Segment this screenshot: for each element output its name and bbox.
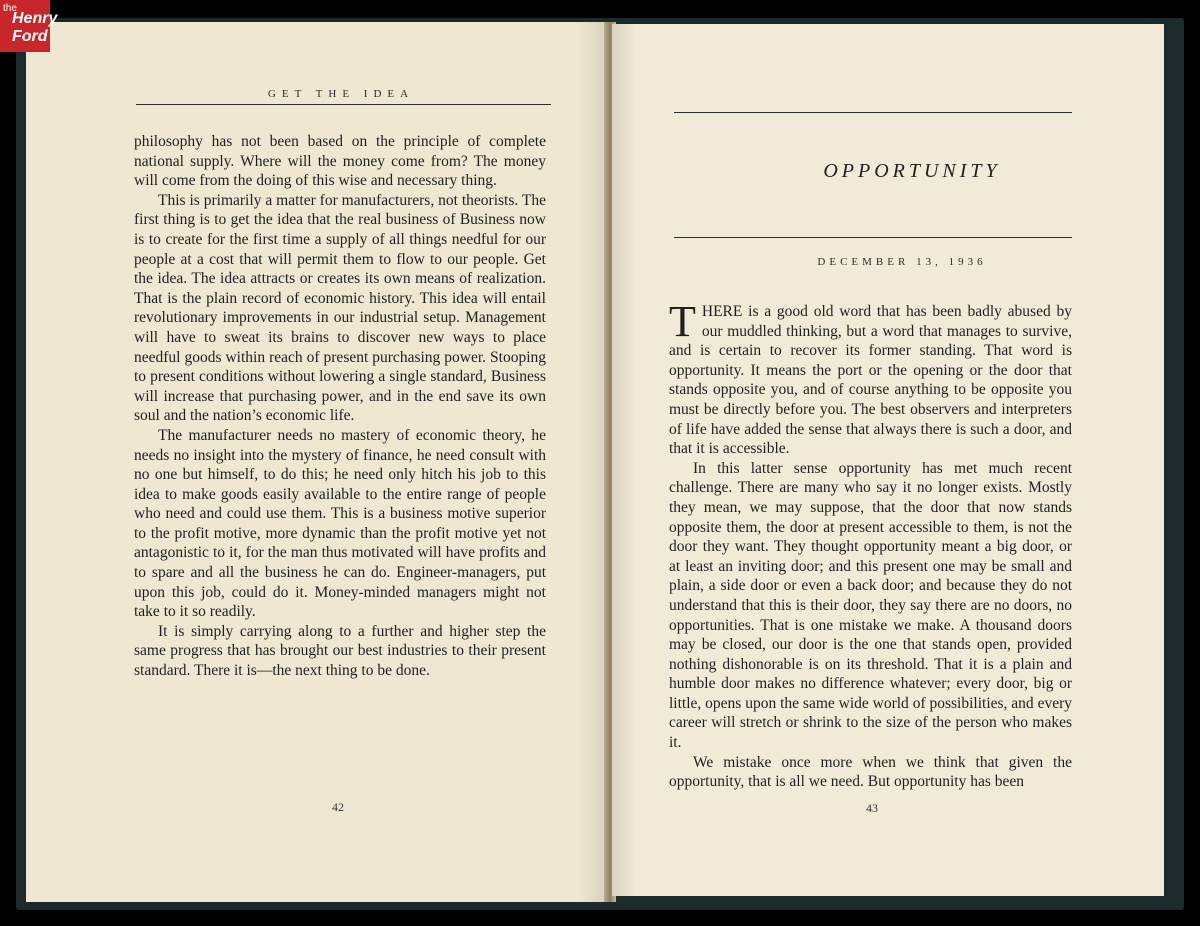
paragraph: We mistake once more when we think that given the opportunity, that is all we need. But opportunity has been	[669, 753, 1072, 791]
right-body-text	[669, 297, 1072, 792]
left-page	[26, 22, 608, 902]
top-rule	[674, 112, 1072, 113]
henry-ford-logo	[0, 0, 58, 52]
paragraph	[669, 297, 1072, 459]
paragraph: This is primarily a matter for manufacturers, not theorists. The first thing is to get the idea that the real business of Business now is to create for the first time a supply of all things needful for our people at a cost that will permit them to flow to our people. Get the idea. The idea attracts or creates its own means of realization. That is the plain record of economic history. This idea will entail revolutionary improvements in our industrial setup. Management will have to sweat its brains to discover new ways to place needful goods within reach of present purchasing power. Stooping to present conditions without lowering a single standard, Business will increase that purchasing power, and in the end save its own soul and the nation’s economic life.	[134, 191, 546, 425]
paragraph: It is simply carrying along to a further and higher step the same progress that has brought our best industries to their present standard. There it is—the next thing to be done.	[134, 622, 546, 680]
header-rule	[136, 104, 551, 105]
page-number: 43	[866, 801, 878, 815]
chapter-date: DECEMBER 13, 1936	[817, 256, 987, 268]
drop-cap: T	[669, 297, 696, 346]
right-page	[612, 24, 1164, 896]
logo-henry: Henry	[12, 10, 58, 27]
logo-the: the	[3, 3, 17, 14]
running-head: GET THE IDEA	[267, 88, 415, 100]
paragraph: The manufacturer needs no mastery of economic theory, he needs no insight into the mystery of finance, he need consult with no one but himself, to do this; he need only hitch his job to this idea to make goods easily available to the entire range of people who need and could use them. This is a business motive superior to the profit motive, more dynamic than the profit motive yet not antagonistic to it, for the man thus motivated will have profits and to spare and all the business he can do. Engineer-managers, put upon this job, could do it. Money-minded managers might not take to it so readily.	[134, 426, 546, 621]
logo-ford: Ford	[12, 28, 48, 45]
paragraph-text: HERE is a good old word that has been badly abused by our muddled thinking, but a word that manages to survive, and is certain to recover its former standing. That word is opportunity. It means the port or the opening or the door that stands opposite you, and of course anything to be opposite you must be directly before you. The best observers and interpreters of life have added the sense that always there is such a door, and that it is accessible.	[669, 303, 1072, 458]
title-rule	[674, 237, 1072, 238]
chapter-title: OPPORTUNITY	[823, 160, 1001, 182]
page-number: 42	[332, 800, 344, 814]
paragraph: In this latter sense opportunity has met much recent challenge. There are many who say it no longer exists. Mostly they mean, we may suppose, that the door that now stands opposite them, the door at present accessible to them, is not the door they want. They thought opportunity meant a big door, or at least an inviting door; and this present one may be small and plain, a side door or even a back door; and because they do not understand that this is their door, they say there are no doors, no opportunities. That is one mistake we make. A thousand doors may be closed, our door is the one that stands open, provided nothing dishonorable is on its threshold. That it is a plain and humble door makes no difference whatever; every door, big or little, opens upon the same wide world of possibilities, and every career will stretch or shrink to the size of the person who makes it.	[669, 459, 1072, 752]
paragraph: philosophy has not been based on the principle of complete national supply. Where will the money come from? The money will come from the doing of this wise and necessary thing.	[134, 133, 546, 190]
left-body-text	[134, 132, 546, 681]
